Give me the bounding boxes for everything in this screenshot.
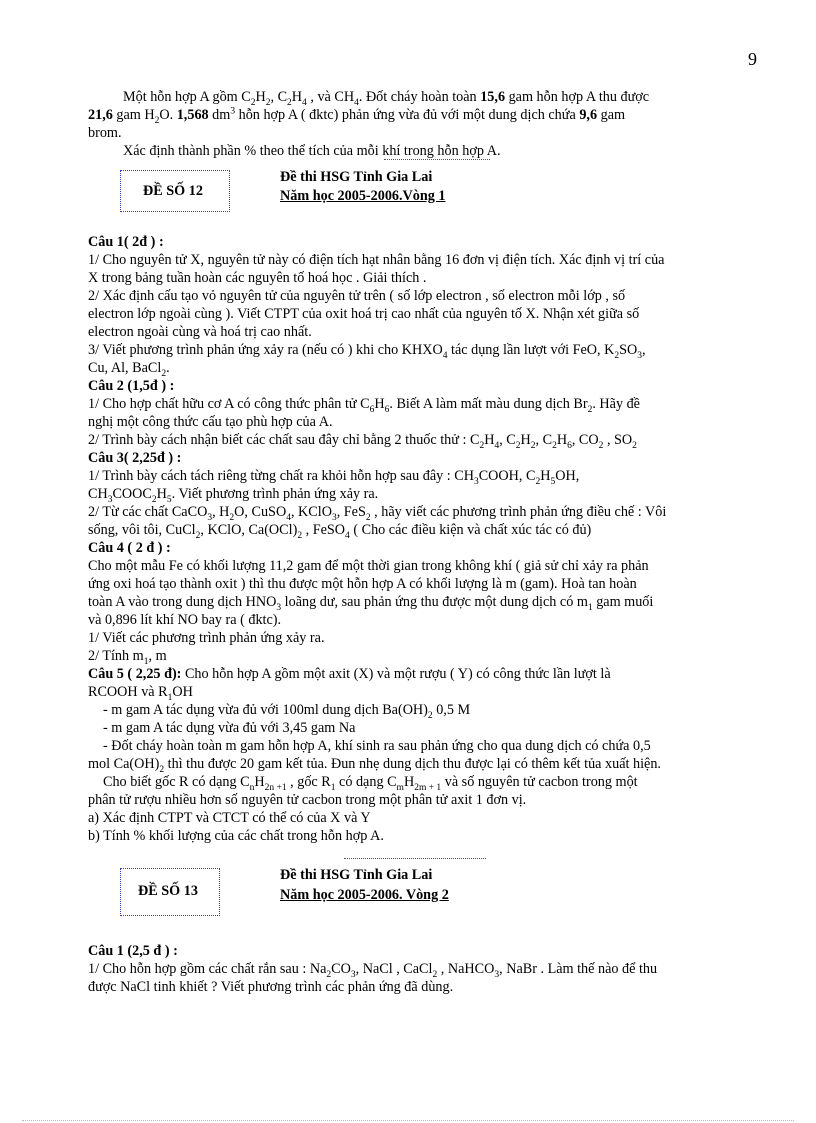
text-line-q4-2: 2/ Tính $m_1$, m <box>88 648 167 667</box>
exam-13-title: Đề thi HSG Tỉnh Gia Lai <box>280 867 433 883</box>
text-line-q1-2a: 2/ Xác định cấu tạo vỏ nguyên tử của nguyên tử trên ( số lớp electron , số electron mỗi lớp , số <box>88 288 626 304</box>
page-number: 9 <box>748 49 757 69</box>
text-line-q5-h: phân tử rượu nhiều hơn số nguyên tử cacbon trong một phân tử axit 1 đơn vị. <box>88 792 527 808</box>
exam-12-subtitle: Năm học 2005-2006.Vòng 1 <box>280 188 446 204</box>
text-line-q1-1a: 1/ Cho nguyên tử X, nguyên tử này có điện tích hạt nhân bằng 16 đơn vị điện tích. Xác định vị trí của <box>88 252 665 268</box>
text-line-q4-b: ứng oxi hoá tạo thành oxit ) thì thu được một hỗn hợp A có khối lượng là m (gam). Hoà tan hoàn <box>88 576 637 592</box>
text-line-q4-1: 1/ Viết các phương trình phản ứng xảy ra. <box>88 630 325 646</box>
text-line-q5-c: - m gam A tác dụng vừa đủ với 100ml dung dịch $Ba(OH)_2$ 0,5 M <box>103 702 471 721</box>
text-line-q4-d: và 0,896 lít khí NO bay ra ( đktc). <box>88 612 282 628</box>
text-line-q1-2b: electron lớp ngoài cùng ). Viết CTPT của oxit hoá trị cao nhất của nguyên tố X. Nhận xét giữa số <box>88 306 640 322</box>
text-line-q5-b: RCOOH và $R_1OH$ <box>88 684 193 703</box>
text-line-q4-c: toàn A vào trong dung dịch $HNO_3$ loãng dư, sau phản ứng thu được một dung dịch có $m_1$ gam muối <box>88 594 654 613</box>
text-line-e13-q1-head: Câu 1 (2,5 đ ) : <box>88 943 178 959</box>
text-line-q2-1b: nghị một công thức cấu tạo phù hợp của A. <box>88 414 333 430</box>
text-line-q2-2: 2/ Trình bày cách nhận biết các chất sau đây chỉ bằng 2 thuốc thử : $C_2H_4$, $C_2H_2$, $C_2H_6$, $CO_2$ , $SO_2$ <box>88 432 637 451</box>
separator-line <box>344 858 486 859</box>
text-line-e13-q1b: được NaCl tinh khiết ? Viết phương trình các phản ứng đã dùng. <box>88 979 454 995</box>
text-line-q5-f: mol $Ca(OH)_2$ thì thu được 20 gam kết tủa. Đun nhẹ dung dịch thu được lại có thêm kết tủa xuất hiện. <box>88 756 661 775</box>
text-line-q1-2c: electron ngoài cùng và hoá trị cao nhất. <box>88 324 312 340</box>
exam-13-label-box <box>120 868 220 916</box>
text-line-q1-head: Câu 1( 2đ ) : <box>88 234 164 250</box>
separator-line <box>384 159 490 160</box>
page-bottom-border <box>22 1120 794 1121</box>
text-line-q5-d: - m gam A tác dụng vừa đủ với 3,45 gam Na <box>103 720 356 736</box>
text-line-q5-g: Cho biết gốc R có dạng $C_nH_{2n +1}$ , gốc $R_1$ có dạng $C_mH_{2m + 1}$ và số nguyên tử cacbon trong một <box>103 774 638 793</box>
text-line-intro-4: Xác định thành phần % theo thể tích của mỗi khí trong hỗn hợp A. <box>123 143 501 159</box>
text-line-q5-i: a) Xác định CTPT và CTCT có thể có của X và Y <box>88 810 371 826</box>
text-line-q3-2b: sống, vôi tôi, CuCl$_2$, KClO, $Ca(OCl)_2$ , FeSO$_4$ ( Cho các điều kiện và chất xúc tác có đủ) <box>88 522 592 541</box>
text-line-q3-2a: 2/ Từ các chất CaCO$_3$, $H_2O$, CuSO$_4$, KClO$_3$, FeS$_2$ , hãy viết các phương trình phản ứng điều chế : Vôi <box>88 504 667 523</box>
text-line-q1-3b: Cu, Al, BaCl$_2$. <box>88 360 170 379</box>
text-line-q3-1a: 1/ Trình bày cách tách riêng từng chất ra khỏi hỗn hợp sau đây : $CH_3COOH$, $C_2H_5OH$, <box>88 468 580 487</box>
text-line-q1-1b: X trong bảng tuần hoàn các nguyên tố hoá học . Giải thích . <box>88 270 427 286</box>
text-line-q5-a: Câu 5 ( 2,25 đ): Cho hỗn hợp A gồm một axit (X) và một rượu ( Y) có công thức lần lượt là <box>88 666 611 682</box>
text-line-q2-1a: 1/ Cho hợp chất hữu cơ A có công thức phân tử $C_6H_6$. Biết A làm mất màu dung dịch $Br_2$. Hãy đề <box>88 396 640 415</box>
text-line-q2-head: Câu 2 (1,5đ ) : <box>88 378 175 394</box>
exam-13-subtitle: Năm học 2005-2006. Vòng 2 <box>280 887 449 903</box>
exam-12-label-box <box>120 170 230 212</box>
text-line-intro-2: 21,6 gam $H_2O$. 1,568 $dm^3$ hỗn hợp A ( đktc) phản ứng vừa đủ với một dung dịch chứa 9,6 gam <box>88 106 626 126</box>
text-line-e13-q1a: 1/ Cho hỗn hợp gồm các chất rắn sau : $Na_2CO_3$, NaCl , CaCl$_2$ , NaHCO$_3$, NaBr . Làm thế nào để thu <box>88 961 658 980</box>
text-line-q3-1b: $CH_3COOC_2H_5$. Viết phương trình phản ứng xảy ra. <box>88 486 379 505</box>
exam-13-label: ĐỀ SỐ 13 <box>138 883 198 899</box>
text-line-q5-j: b) Tính % khối lượng của các chất trong hỗn hợp A. <box>88 828 384 844</box>
text-line-q4-a: Cho một mẫu Fe có khối lượng 11,2 gam để một thời gian trong không khí ( giả sử chỉ xảy ra phản <box>88 558 649 574</box>
text-line-q3-head: Câu 3( 2,25đ ) : <box>88 450 182 466</box>
text-line-q1-3a: 3/ Viết phương trình phản ứng xảy ra (nếu có ) khi cho $KHXO_4$ tác dụng lần lượt với FeO, $K_2SO_3$, <box>88 342 646 361</box>
text-line-q5-e: - Đốt cháy hoàn toàn m gam hỗn hợp A, khí sinh ra sau phản ứng cho qua dung dịch có chứa 0,5 <box>103 738 651 754</box>
exam-12-title: Đề thi HSG Tỉnh Gia Lai <box>280 169 433 185</box>
text-line-q4-head: Câu 4 ( 2 đ ) : <box>88 540 171 556</box>
text-line-intro-1: Một hỗn hợp A gồm $C_2H_2$, $C_2H_4$ , và $CH_4$. Đốt cháy hoàn toàn 15,6 gam hỗn hợp A thu được <box>123 89 650 108</box>
exam-12-label: ĐỀ SỐ 12 <box>143 183 203 199</box>
text-line-intro-3: brom. <box>88 125 122 141</box>
